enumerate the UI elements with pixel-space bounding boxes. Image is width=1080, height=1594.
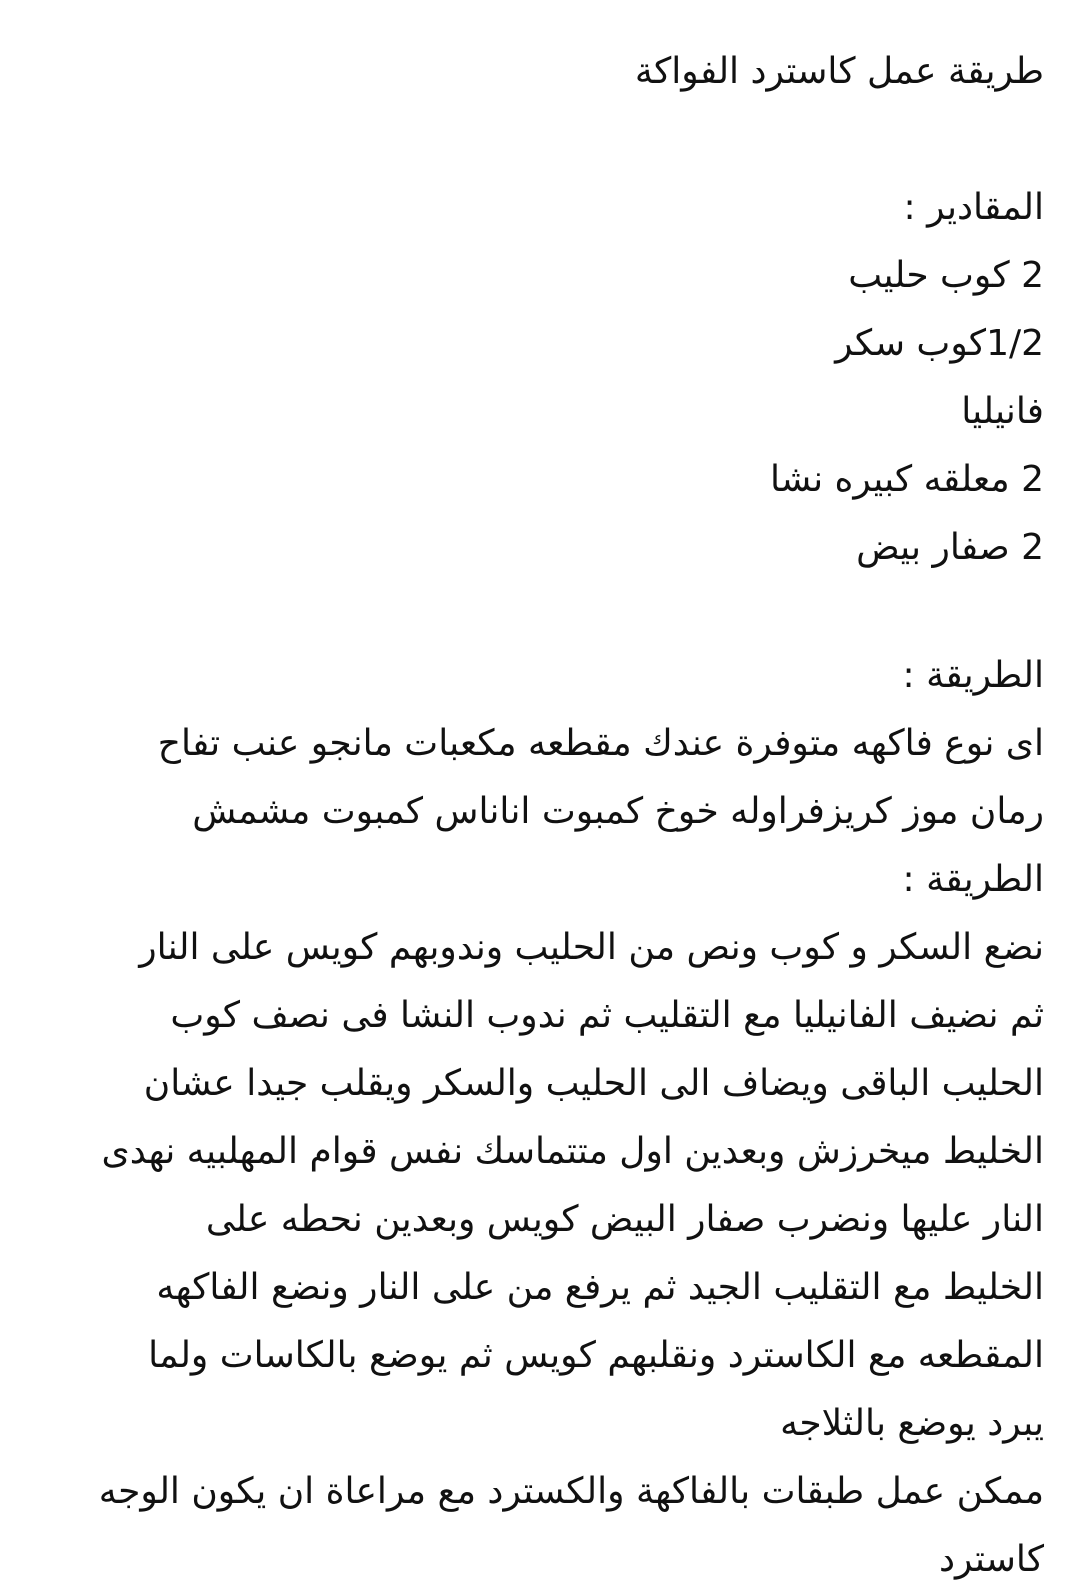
ingredient-item: 2 كوب حليب (848, 255, 1044, 296)
ingredient-item: 1/2كوب سكر (835, 323, 1044, 364)
ingredient-item: 2 صفار بيض (856, 527, 1044, 568)
ingredients-heading: المقادير : (903, 187, 1044, 228)
method-line: الحليب الباقى ويضاف الى الحليب والسكر ويقلب جيدا عشان (143, 1063, 1044, 1104)
recipe-title: طريقة عمل كاسترد الفواكة (634, 51, 1044, 92)
method-heading: الطريقة : (902, 859, 1044, 900)
method-line: نضع السكر و كوب ونص من الحليب وندوبهم كويس على النار (139, 927, 1044, 968)
method-line: المقطعه مع الكاسترد ونقلبهم كويس ثم يوضع بالكاسات ولما (148, 1335, 1044, 1376)
spacer (36, 582, 1044, 642)
method-heading: الطريقة : (902, 655, 1044, 696)
method-line: ثم نضيف الفانيليا مع التقليب ثم ندوب النشا فى نصف كوب (170, 995, 1044, 1036)
method-line: النار عليها ونضرب صفار البيض كويس وبعدين نحطه على (205, 1199, 1044, 1240)
method-line: الخليط مع التقليب الجيد ثم يرفع من على النار ونضع الفاكهه (156, 1267, 1044, 1308)
method-line: يبرد يوضع بالثلاجه (780, 1403, 1044, 1444)
method-line: اى نوع فاكهه متوفرة عندك مقطعه مكعبات مانجو عنب تفاح (157, 723, 1044, 764)
spacer (36, 106, 1044, 174)
method-line: رمان موز كريزفراوله خوخ كمبوت اناناس كمبوت مشمش (192, 791, 1044, 832)
method-line: الخليط ميخرزش وبعدين اول متتماسك نفس قوام المهلبيه نهدى (101, 1131, 1044, 1172)
ingredient-item: فانيليا (961, 391, 1044, 432)
ingredient-item: 2 معلقه كبيره نشا (769, 459, 1044, 500)
method-line: كاسترد (938, 1539, 1044, 1580)
method-line: ممكن عمل طبقات بالفاكهة والكسترد مع مراعاة ان يكون الوجه (98, 1471, 1044, 1512)
